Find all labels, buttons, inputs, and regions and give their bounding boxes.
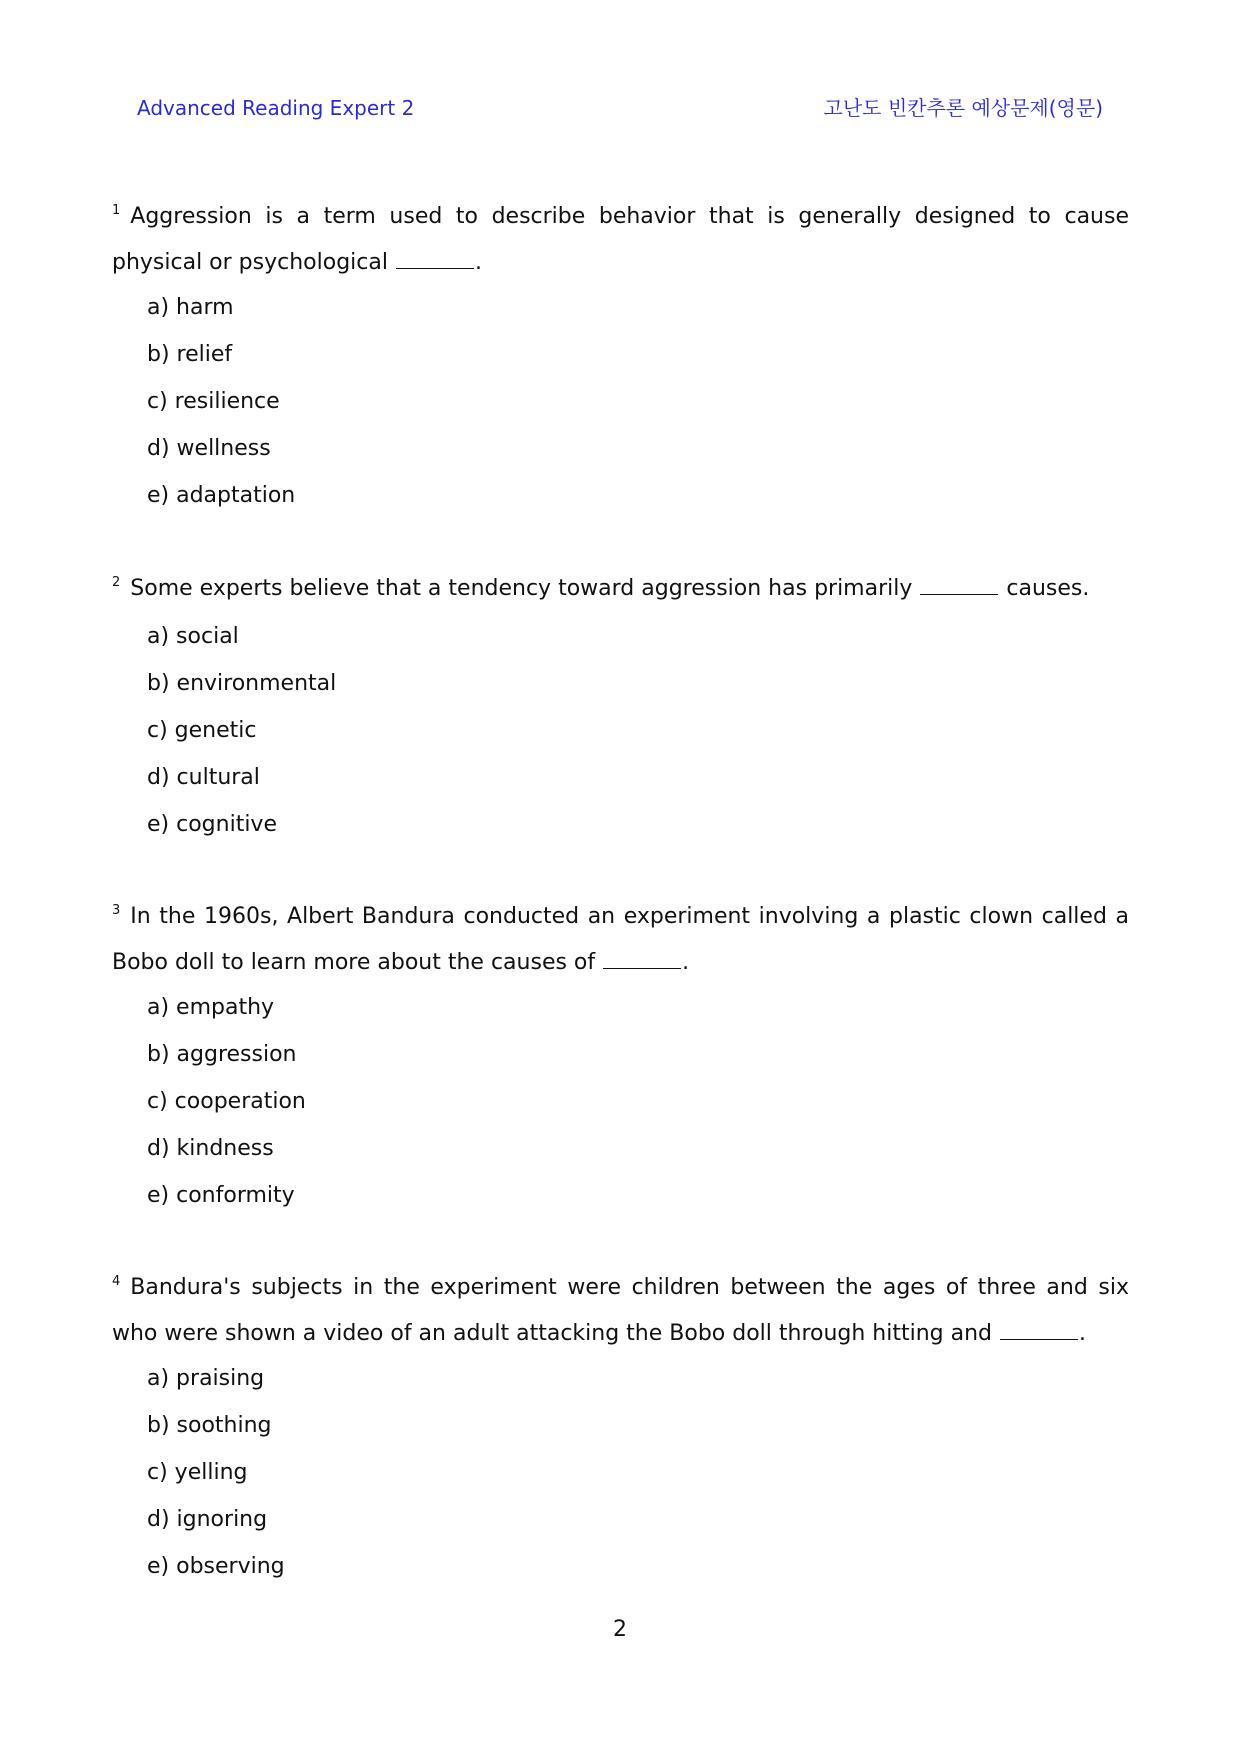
choice-list: [112, 1355, 1129, 1590]
choice-list: [112, 284, 1129, 519]
choice-list: [112, 613, 1129, 848]
choice-e: e) adaptation: [147, 483, 296, 508]
question-text-end: .: [682, 950, 690, 975]
question-stem: [112, 195, 1129, 284]
question-2: [112, 567, 1129, 848]
choice-list: [112, 984, 1129, 1219]
question-number: 4: [112, 1274, 121, 1289]
question-text: Some experts believe that a tendency toward aggression has primarily: [130, 576, 920, 601]
choice-a: a) social: [147, 624, 239, 649]
question-text-end: .: [474, 250, 482, 275]
choice-a: a) harm: [147, 295, 234, 320]
choice-a: a) praising: [147, 1366, 265, 1391]
question-text-end: causes.: [999, 576, 1090, 601]
choice-d: d) cultural: [147, 765, 260, 790]
question-4: [112, 1266, 1129, 1590]
choice-e: e) cognitive: [147, 812, 277, 837]
choice-c: c) yelling: [147, 1460, 248, 1485]
choice-c: c) resilience: [147, 389, 280, 414]
choice-c: c) cooperation: [147, 1089, 306, 1114]
question-text: In the 1960s, Albert Bandura conducted an experiment involving a plastic clown called a Bobo doll to learn more about the causes of: [112, 904, 1129, 975]
choice-d: d) ignoring: [147, 1507, 268, 1532]
choice-b: b) environmental: [147, 671, 337, 696]
question-stem: [112, 895, 1129, 984]
question-text: Bandura's subjects in the experiment were children between the ages of three and six who were shown a video of an adult attacking the Bobo doll through hitting and: [112, 1275, 1129, 1346]
header-title-left: Advanced Reading Expert 2: [137, 96, 415, 120]
choice-b: b) relief: [147, 342, 233, 367]
answer-blank: [396, 246, 474, 269]
choice-a: a) empathy: [147, 995, 275, 1020]
question-stem: [112, 1266, 1129, 1355]
choice-b: b) aggression: [147, 1042, 297, 1067]
choice-e: e) observing: [147, 1554, 285, 1579]
question-number: 1: [112, 203, 121, 218]
question-1: [112, 195, 1129, 519]
answer-blank: [603, 946, 681, 969]
choice-c: c) genetic: [147, 718, 257, 743]
answer-blank: [1000, 1317, 1078, 1340]
choice-e: e) conformity: [147, 1183, 295, 1208]
answer-blank: [920, 572, 998, 595]
question-3: [112, 895, 1129, 1219]
question-stem: [112, 567, 1129, 613]
choice-d: d) kindness: [147, 1136, 274, 1161]
header-title-right: 고난도 빈칸추론 예상문제(영문): [823, 96, 1103, 120]
question-number: 2: [112, 575, 121, 590]
page-number: 2: [613, 1617, 627, 1642]
choice-d: d) wellness: [147, 436, 271, 461]
question-number: 3: [112, 903, 121, 918]
choice-b: b) soothing: [147, 1413, 272, 1438]
question-text: Aggression is a term used to describe behavior that is generally designed to cause physical or psychological: [112, 204, 1129, 275]
question-text-end: .: [1079, 1321, 1087, 1346]
